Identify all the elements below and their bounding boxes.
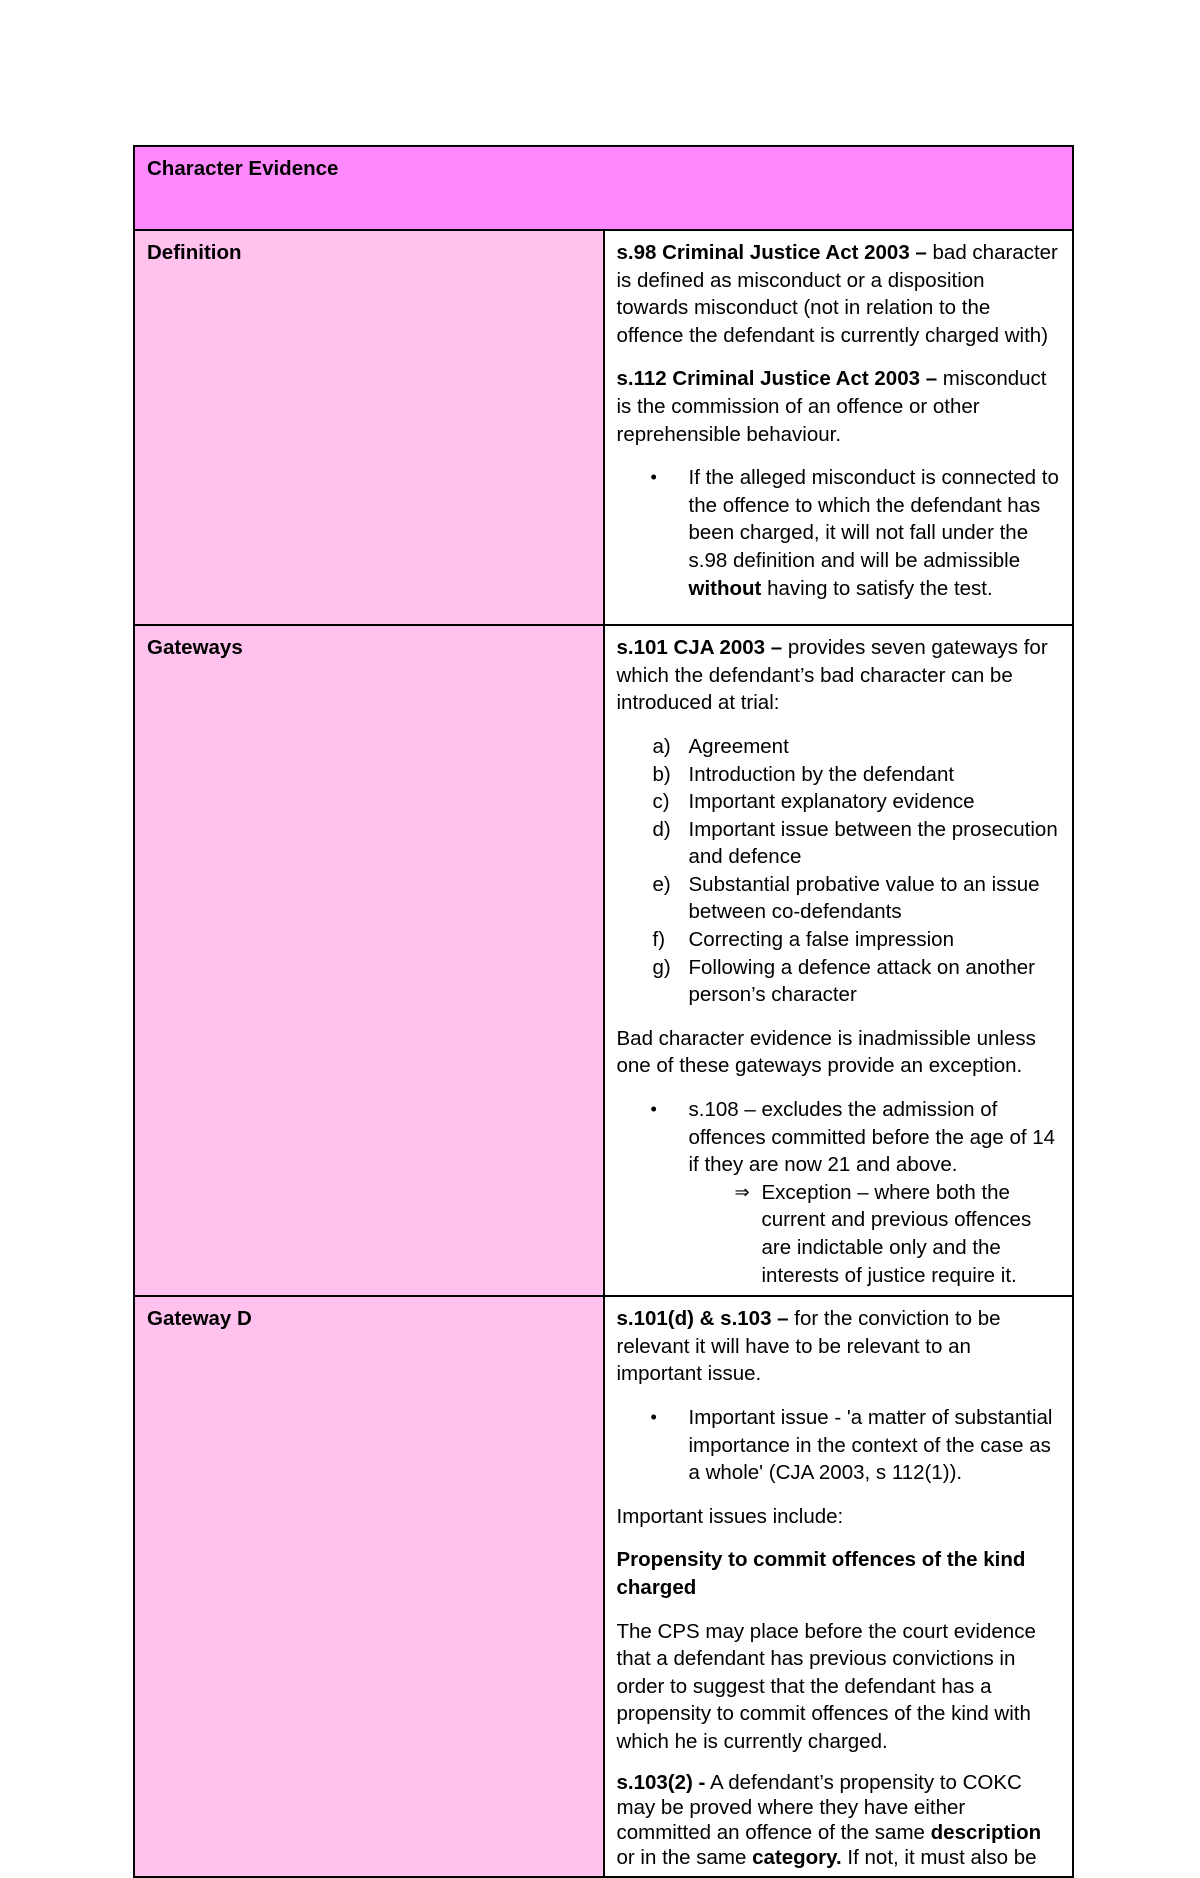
gateways-content [604, 625, 1074, 1296]
table-title: Character Evidence [147, 157, 339, 180]
paragraph [617, 239, 1061, 349]
list-item [617, 926, 1061, 954]
bullet-icon: • [650, 1406, 657, 1427]
emphasis: category. [752, 1845, 842, 1869]
emphasis: without [688, 576, 762, 600]
text: having to satisfy the test. [761, 576, 993, 600]
row-label: Gateways [147, 636, 243, 660]
paragraph: Important issues include: [616, 1504, 844, 1528]
gateway-list [617, 733, 1061, 1009]
notes-table [133, 145, 1074, 1878]
subheading [617, 1546, 1061, 1601]
text: Important explanatory evidence [688, 790, 975, 814]
list-marker: f) [652, 928, 666, 952]
list-marker: e) [652, 872, 671, 896]
text: misconduct is the commission of an offence or other reprehensible behaviour. [616, 367, 1047, 446]
text: Exception – where both the current and previous offences are indictable only and the interests of justice require it. [761, 1180, 1032, 1287]
sub-bullet-item [617, 1179, 1061, 1289]
text: s.108 – excludes the admission of offences committed before the age of 14 if they are now 21 and above. [688, 1098, 1056, 1177]
row-label: Definition [147, 241, 242, 264]
list-marker: g) [652, 955, 671, 979]
text: Agreement [688, 734, 789, 758]
list-item [617, 816, 1061, 871]
gateways-row [134, 625, 1073, 1296]
gateway-d-row [134, 1296, 1073, 1876]
paragraph [617, 1770, 1061, 1870]
text: If not, it must also be [841, 1845, 1037, 1869]
bullet-icon: • [650, 1099, 657, 1120]
bullet-item [617, 1404, 1061, 1487]
subheading-text: Propensity to commit offences of the kind charged [616, 1548, 1026, 1599]
statute-ref: s.101(d) & s.103 – [616, 1307, 789, 1331]
title-row [134, 146, 1073, 230]
text: Correcting a false impression [688, 928, 954, 952]
bullet-item [617, 1096, 1061, 1289]
text: A defendant’s propensity to COKC may be proved where they have either committed an offence of the same [616, 1770, 1022, 1844]
text: Important issue - 'a matter of substantial importance in the context of the case as a whole' (CJA 2003, s 112(1)). [688, 1405, 1053, 1485]
text: Following a defence attack on another person’s character [688, 955, 1035, 1007]
list-marker: d) [652, 817, 671, 841]
paragraph: Bad character evidence is inadmissible unless one of these gateways provide an exception. [616, 1026, 1036, 1078]
bullet-icon: • [650, 467, 657, 488]
statute-ref: s.112 Criminal Justice Act 2003 – [616, 367, 938, 391]
text: Introduction by the defendant [688, 762, 955, 786]
title-cell [134, 146, 1073, 230]
bullet-item [617, 464, 1061, 602]
text: If the alleged misconduct is connected to the offence to which the defendant has been charged, it will not fall under the s.98 definition and will be admissible [688, 466, 1059, 572]
gateway-d-label-cell [134, 1296, 604, 1876]
definition-row [134, 230, 1073, 625]
statute-ref: s.98 Criminal Justice Act 2003 – [616, 241, 927, 264]
list-item [617, 733, 1061, 761]
statute-ref: s.101 CJA 2003 – [616, 636, 783, 660]
definition-content [604, 230, 1074, 625]
gateway-d-content [604, 1296, 1074, 1876]
gateways-label-cell [134, 625, 604, 1296]
text: provides seven gateways for which the defendant’s bad character can be introduced at trial: [616, 636, 1048, 715]
text: for the conviction to be relevant it will have to be relevant to an important issue. [616, 1307, 1001, 1386]
list-item [617, 871, 1061, 926]
list-marker: b) [652, 762, 671, 786]
paragraph [617, 1305, 1061, 1388]
paragraph: The CPS may place before the court evidence that a defendant has previous convictions in order to suggest that the defendant has a propensity to commit offences of the kind with which he is currently charged. [616, 1619, 1036, 1753]
text: bad character is defined as misconduct or a disposition towards misconduct (not in relation to the offence the defendant is currently charged with) [616, 241, 1058, 347]
spacer [617, 1756, 1061, 1770]
definition-label-cell [134, 230, 604, 625]
text: Substantial probative value to an issue between co-defendants [688, 872, 1040, 924]
list-item [617, 761, 1061, 789]
text: Important issue between the prosecution and defence [688, 817, 1058, 869]
text: or in the same [616, 1845, 753, 1869]
list-marker: c) [652, 790, 670, 814]
list-item [617, 954, 1061, 1009]
row-label: Gateway D [147, 1307, 252, 1331]
paragraph [617, 634, 1061, 717]
list-item [617, 788, 1061, 816]
list-marker: a) [652, 734, 671, 758]
emphasis: description [930, 1820, 1042, 1844]
arrow-icon: ⇒ [734, 1181, 750, 1202]
paragraph [617, 365, 1061, 448]
statute-ref: s.103(2) - [616, 1770, 706, 1794]
